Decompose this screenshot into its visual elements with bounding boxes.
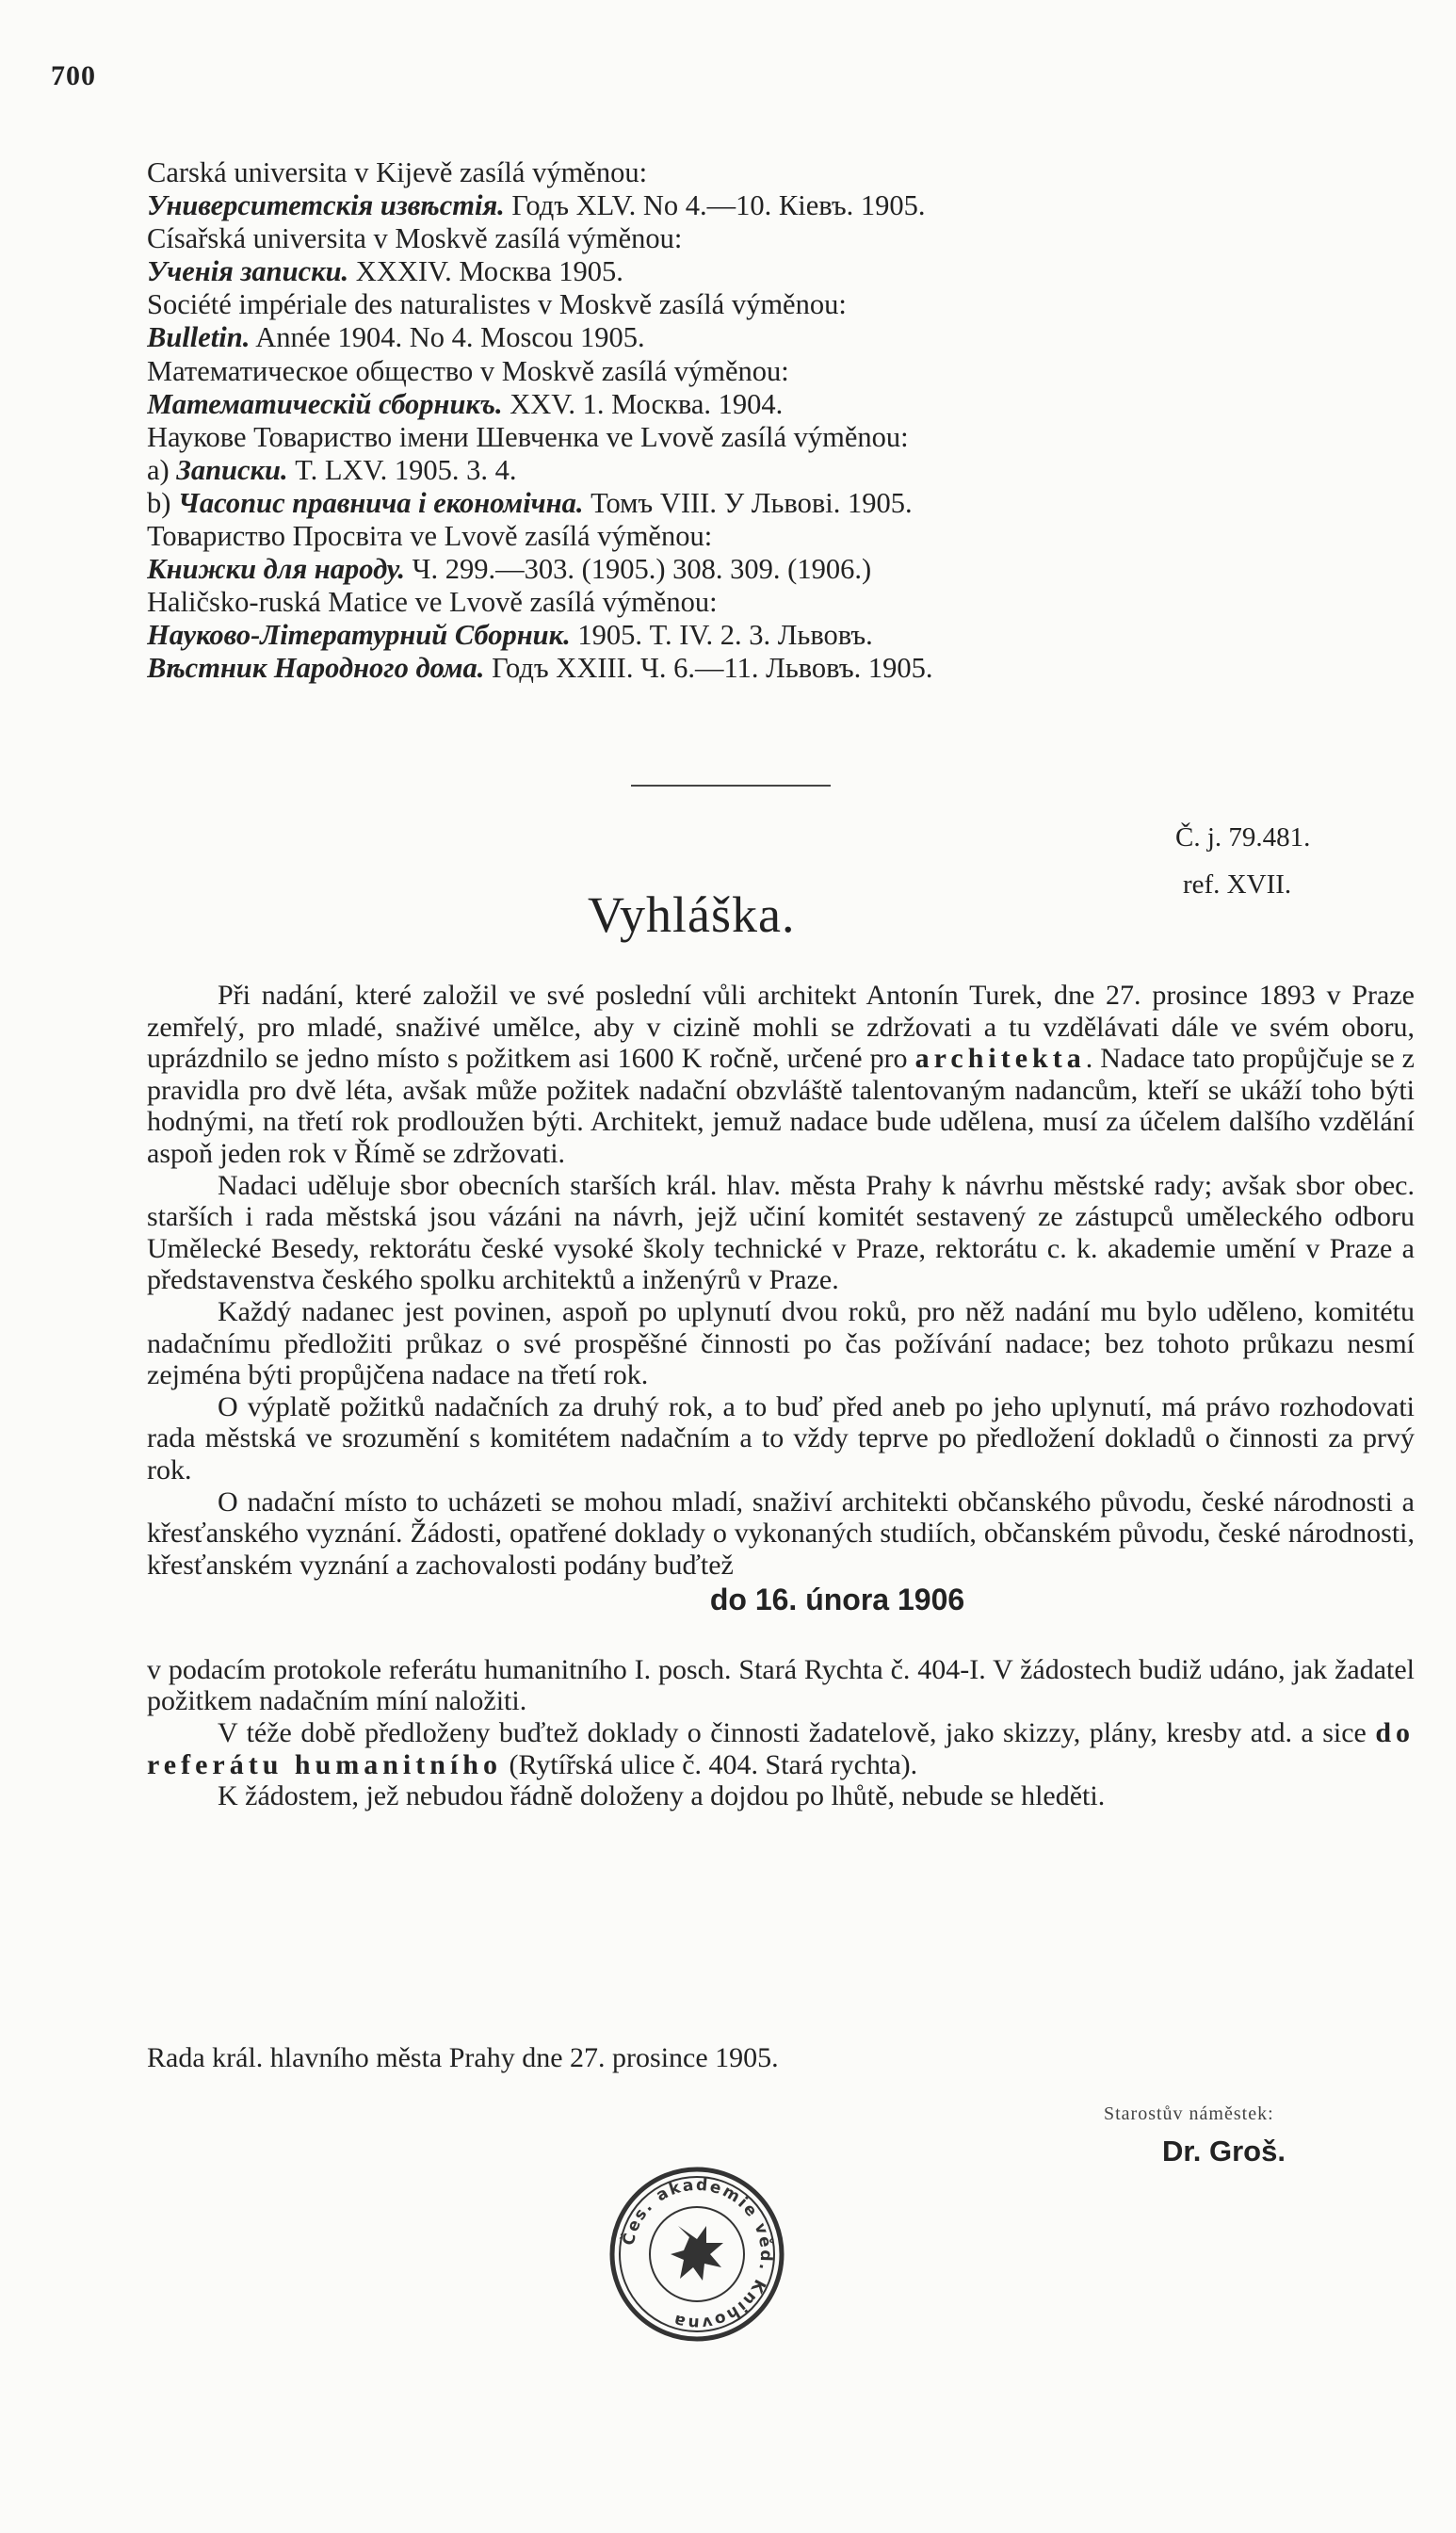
publication-title: Bulletin. [147,321,251,354]
stamp-text: Čes. akademie věd. Knihovna [619,2175,776,2333]
exchange-line [147,487,1211,520]
exchange-line [147,222,1211,255]
exchange-line [147,421,1211,454]
page-number: 700 [51,60,96,91]
notice-heading: Vyhláška. [588,886,796,943]
publication-details: Годъ XLV. No 4.—10. Кіевъ. 1905. [504,189,926,222]
paragraph-8: K žádostem, jež nebudou řádně doloženy a dojdou po lhůtě, nebude se hleděti. [218,1780,1106,1812]
exchange-line [147,156,1211,189]
exchange-prefix: a) [147,453,177,486]
exchange-line [147,321,1211,354]
paragraph-6: v podacím protokole referátu humanitního I. posch. Stará Rychta č. 404-I. V žádostech budiž udáno, jak žadatel požitkem nadačním míní naložiti. [147,1653,1415,1717]
exchange-line [147,388,1211,421]
spaced-word-architekta: architekta [914,1043,1086,1075]
publication-details: Ч. 299.—303. (1905.) 308. 309. (1906.) [405,553,872,586]
exchange-prefix: Математическое общество v Moskvě zasílá výměnou: [147,354,789,387]
exchange-line [147,652,1211,685]
exchange-line [147,454,1211,487]
exchange-line [147,619,1211,652]
exchange-prefix: Товариство Просвіта ve Lvově zasílá výměnou: [147,520,713,553]
reference-number: Č. j. 79.481. [1175,822,1311,852]
publication-title: Книжки для народу. [147,553,406,586]
paragraph-5: O nadační místo to ucházeti se mohou mladí, snaživí architekti občanského původu, české národnosti a křesťanského vyznání. Žádosti, opatřené doklady o vykonaných studiích, občanském původu, české národnosti, křesťanském vyznání a zachovalosti podány buďtež [147,1486,1415,1581]
publication-title: Науково-Літературний Сборник. [147,619,571,652]
exchange-line [147,288,1211,321]
publication-title: Ученія записки. [147,255,349,288]
deadline: do 16. února 1906 [709,1583,965,1617]
signer-title: Starostův náměstek: [1104,2103,1274,2124]
publication-details: XXXIV. Москва 1905. [348,255,623,288]
spaced-words-referat: do referátu humanitního [147,1717,1415,1780]
paragraph-1: Při nadání, které založil ve své poslední vůli architekt Antonín Turek, dne 27. prosince 1893 v Praze zemřelý, pro mladé, snaživé umělce, aby v cizině mohli se zdržovati a tu vzdělávati dále ve svém oboru, uprázdnilo se jedno místo s požitkem asi 1600 K ročně, určené pro architekta. Nadace tato propůjčuje se z pravidla pro dvě léta, avšak může požitek nadační obzvláště talentovaným nadancům, kteří se ukáží toho býti hodnými, na třetí rok prodloužen býti. Architekt, jemuž nadace bude udělena, musí za účelem dalšího vzdělání aspoň jeden rok v Římě se zdržovati. [147,980,1415,1169]
separator-rule [631,785,831,787]
publication-details: Годъ XXIII. Ч. 6.—11. Львовъ. 1905. [484,652,933,685]
publication-title: Вѣстник Народного дома. [147,652,485,685]
publication-details: Томъ VIII. У Львові. 1905. [583,486,913,519]
exchange-prefix: Société impériale des naturalistes v Moskvě zasílá výměnou: [147,288,847,321]
exchange-line [147,255,1211,288]
reference-block [1175,814,1310,908]
exchange-prefix: Císařská universita v Moskvě zasílá výměnou: [147,222,683,255]
paragraph-7: V téže době předloženy buďtež doklady o činnosti žadatelově, jako skizzy, plány, kresby atd. a sice do referátu humanitního (Rytířská ulice č. 404. Stará rychta). [147,1717,1415,1780]
reference-ref: ref. XVII. [1183,869,1292,900]
exchange-prefix: Carská universita v Kijevě zasílá výměnou: [147,156,648,188]
publication-title: Университетскія извѣстія. [147,189,505,222]
exchange-line [147,189,1211,222]
paragraph-2: Nadaci uděluje sbor obecních starších král. hlav. města Prahy k návrhu městské rady; avšak sbor obec. starších i rada městská jsou vázáni na návrh, jejž učiní komitét sestavený ze zástupců uměleckého odboru Umělecké Besedy, rektorátu české vysoké školy technické v Praze, rektorátu c. k. akademie umění v Praze a představenstva českého spolku architektů a inženýrů v Praze. [147,1169,1415,1296]
signer-name: Dr. Groš. [1162,2135,1286,2168]
publication-details: T. LXV. 1905. 3. 4. [287,453,517,486]
paragraph-4: O výplatě požitků nadačních za druhý rok, a to buď před aneb po jeho uplynutí, má právo rozhodovati rada městská ve srozumění s komitétem nadačním a to vždy teprve po předložení dokladů o činnosti za prvý rok. [147,1390,1415,1486]
exchange-prefix: Наукове Товариство імени Шевченка ve Lvově zasílá výměnou: [147,420,909,453]
notice-body [147,980,1415,1812]
exchange-line [147,355,1211,388]
exchange-list [147,156,1211,686]
city-date-line: Rada král. hlavního města Prahy dne 27. prosince 1905. [147,2042,779,2073]
exchange-line [147,586,1211,619]
exchange-line [147,520,1211,553]
publication-details: 1905. T. IV. 2. 3. Львовъ. [570,619,873,652]
exchange-line [147,553,1211,586]
publication-title: Математическій сборникъ. [147,387,503,420]
paragraph-3: Každý nadanec jest povinen, aspoň po uplynutí dvou roků, pro něž nadání mu bylo uděleno, komitétu nadačnímu předložiti průkaz o své prospěšné činnosti po čas požívání nadace; bez tohoto průkazu nesmí zejména býti propůjčena nadace na třetí rok. [147,1295,1415,1391]
publication-details: XXV. 1. Москва. 1904. [502,387,784,420]
publication-title: Часопис правнича і економічна. [178,486,584,519]
exchange-prefix: b) [147,486,179,519]
publication-details: Année 1904. No 4. Moscou 1905. [250,321,645,354]
library-stamp-icon [607,2165,786,2344]
publication-title: Записки. [176,453,288,486]
exchange-prefix: Haličsko-ruská Matice ve Lvově zasílá výměnou: [147,586,718,619]
